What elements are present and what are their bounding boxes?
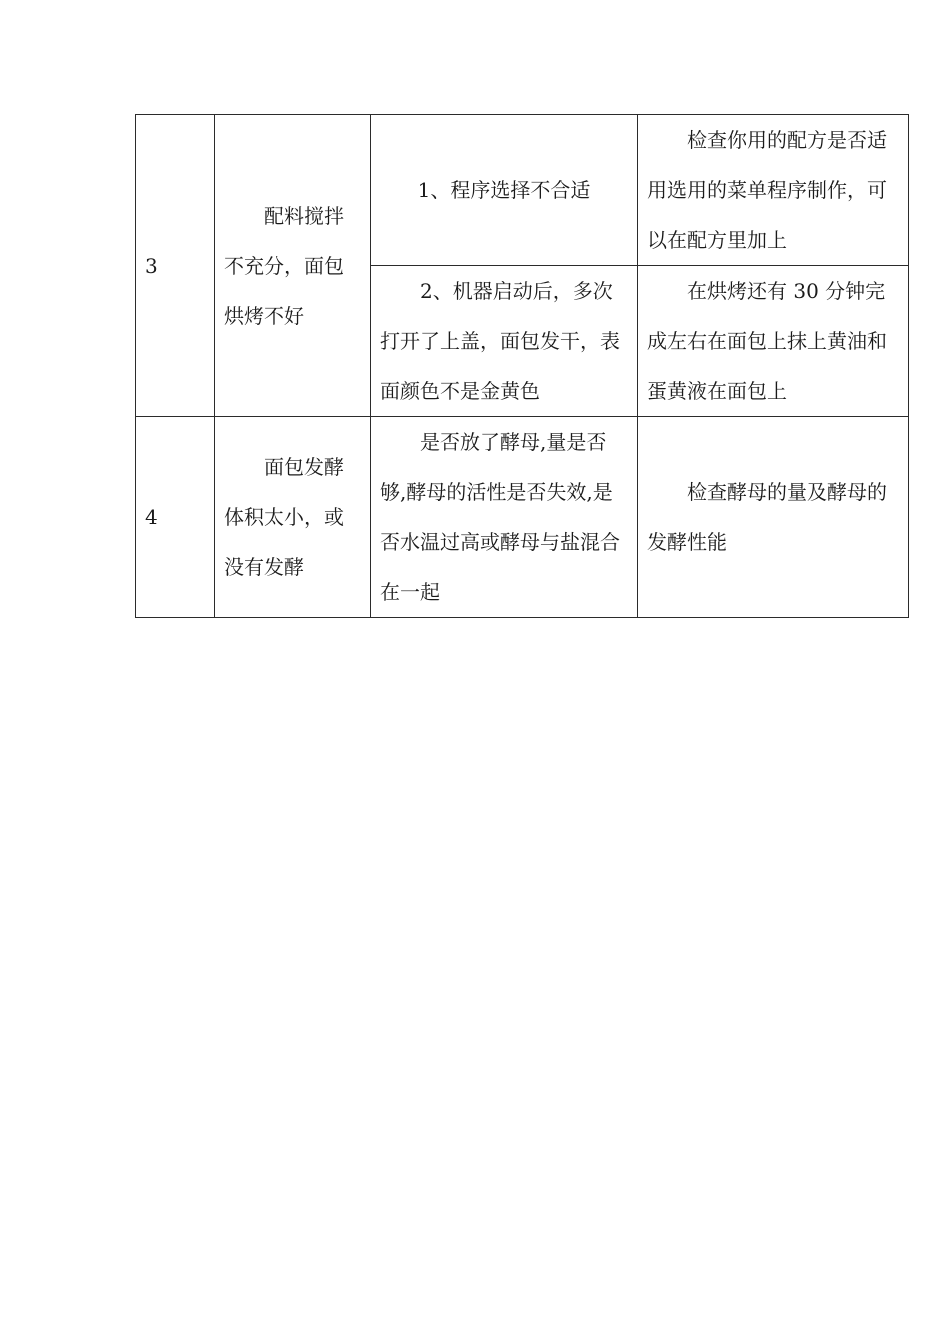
cause-cell: 1、程序选择不合适 <box>371 115 638 266</box>
problem-cell: 配料搅拌不充分，面包烘烤不好 <box>215 115 371 417</box>
solution-cell: 检查你用的配方是否适用选用的菜单程序制作，可以在配方里加上 <box>638 115 909 266</box>
solution-cell: 在烘烤还有 30 分钟完成左右在面包上抹上黄油和蛋黄液在面包上 <box>638 266 909 417</box>
troubleshooting-table <box>135 114 909 618</box>
row-number: 4 <box>136 417 215 618</box>
solution-cell: 检查酵母的量及酵母的发酵性能 <box>638 417 909 618</box>
problem-cell: 面包发酵体积太小，或没有发酵 <box>215 417 371 618</box>
table-row <box>136 417 909 618</box>
table-row <box>136 115 909 266</box>
cause-cell: 2、机器启动后，多次打开了上盖，面包发干，表面颜色不是金黄色 <box>371 266 638 417</box>
cause-cell: 是否放了酵母,量是否够,酵母的活性是否失效,是否水温过高或酵母与盐混合在一起 <box>371 417 638 618</box>
row-number: 3 <box>136 115 215 417</box>
